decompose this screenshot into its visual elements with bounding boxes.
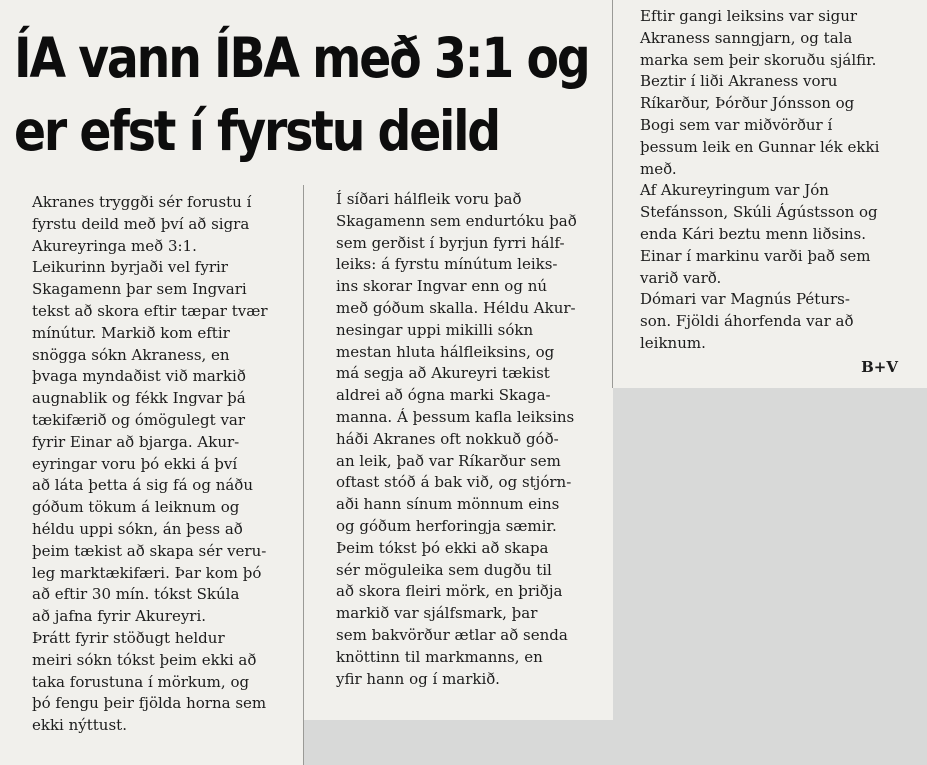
text-line: að eftir 30 mín. tókst Skúla [32,585,240,604]
text-line: aldrei að ógna marki Skaga- [336,386,551,405]
text-line: þeim tækist að skapa sér veru- [32,541,267,560]
text-line: með. [640,159,677,178]
text-line: son. Fjöldi áhorfenda var að [640,312,854,331]
text-line: þvaga myndaðist við markið [32,367,246,386]
headline-line: er efst í fyrstu deild [14,99,500,163]
column-divider [612,0,613,388]
text-line: Bogi sem var miðvörður í [640,115,833,134]
text-line: an leik, það var Ríkarður sem [336,451,561,470]
text-line: Beztir í liði Akraness voru [640,72,838,91]
text-line: nesingar uppi mikilli sókn [336,320,534,339]
text-line: tækifærið og ómögulegt var [32,410,246,429]
text-line: marka sem þeir skoruðu sjálfir. [640,50,877,69]
text-line: ins skorar Ingvar enn og nú [336,277,548,296]
text-line: sér möguleika sem dugðu til [336,560,552,579]
text-line: oftast stóð á bak við, og stjórn- [336,473,572,492]
text-line: eyringar voru þó ekki á því [32,454,238,473]
text-line: Akraness sanngjarn, og tala [640,28,853,47]
text-line: leg marktækifæri. Þar kom þó [32,563,262,582]
text-line: snögga sókn Akraness, en [32,345,230,364]
text-line: mínútur. Markið kom eftir [32,323,230,342]
paragraph [318,189,606,538]
text-line: þessum leik en Gunnar lék ekki [640,137,880,156]
headline [14,22,589,168]
column-divider [303,185,304,765]
text-line: fyrstu deild með því að sigra [32,214,250,233]
text-line: aði hann sínum mönnum eins [336,495,560,514]
text-line: Þeim tókst þó ekki að skapa [336,538,549,557]
text-line: góðum tökum á leiknum og [32,498,240,517]
paragraph [622,180,920,289]
text-line: taka forustuna í mörkum, og [32,672,250,691]
text-line: Af Akureyringum var Jón [640,181,829,200]
text-line: þó fengu þeir fjölda horna sem [32,694,267,713]
paragraph [622,6,920,71]
text-line: knöttinn til markmanns, en [336,647,543,666]
text-line: Þrátt fyrir stöðugt heldur [32,628,225,647]
article-column-2 [318,189,606,690]
paragraph [14,192,299,257]
text-line: Leikurinn byrjaði vel fyrir [32,258,228,277]
text-line: leiknum. [640,333,706,352]
text-line: markið var sjálfsmark, þar [336,604,538,623]
text-line: og góðum herforingja sæmir. [336,516,557,535]
text-line: háði Akranes oft nokkuð góð- [336,429,559,448]
text-line: leiks: á fyrstu mínútum leiks- [336,255,558,274]
text-line: Stefánsson, Skúli Ágústsson og [640,203,878,222]
paragraph [318,538,606,691]
article-column-3 [622,6,920,379]
paragraph [622,71,920,180]
text-line: sem gerðist í byrjun fyrri hálf- [336,233,565,252]
text-line: enda Kári beztu menn liðsins. [640,224,867,243]
text-line: varið varð. [640,268,722,287]
text-line: héldu uppi sókn, án þess að [32,519,243,538]
author-signature: B+V [861,357,898,376]
text-line: Eftir gangi leiksins var sigur [640,7,858,25]
text-line: manna. Á þessum kafla leiksins [336,407,575,426]
text-line: Akranes tryggði sér forustu í [32,193,252,211]
text-line: að jafna fyrir Akureyri. [32,607,207,626]
text-line: meiri sókn tókst þeim ekki að [32,650,257,669]
paragraph [14,628,299,737]
text-line: Dómari var Magnús Péturs- [640,290,850,309]
text-line: yfir hann og í markið. [336,669,500,688]
text-line: fyrir Einar að bjarga. Akur- [32,432,240,451]
text-line: tekst að skora eftir tæpar tvær [32,301,268,320]
text-line: Akureyringa með 3:1. [32,236,197,255]
text-line: augnablik og fékk Ingvar þá [32,389,246,408]
text-line: ekki nýttust. [32,716,127,735]
text-line: Ríkarður, Þórður Jónsson og [640,94,855,113]
text-line: að láta þetta á sig fá og náðu [32,476,254,495]
article-column-1 [14,192,299,737]
text-line: má segja að Akureyri tækist [336,364,550,383]
text-line: Í síðari hálfleik voru það [336,190,522,208]
text-line: með góðum skalla. Héldu Akur- [336,298,576,317]
text-line: Skagamenn sem endurtóku það [336,211,577,230]
text-line: mestan hluta hálfleiksins, og [336,342,555,361]
text-line: Skagamenn þar sem Ingvari [32,280,247,299]
paragraph [14,257,299,628]
text-line: Einar í markinu varði það sem [640,246,871,265]
paragraph [622,289,920,354]
headline-line: ÍA vann ÍBA með 3:1 og [14,26,589,90]
text-line: að skora fleiri mörk, en þriðja [336,582,563,601]
text-line: sem bakvörður ætlar að senda [336,625,568,644]
